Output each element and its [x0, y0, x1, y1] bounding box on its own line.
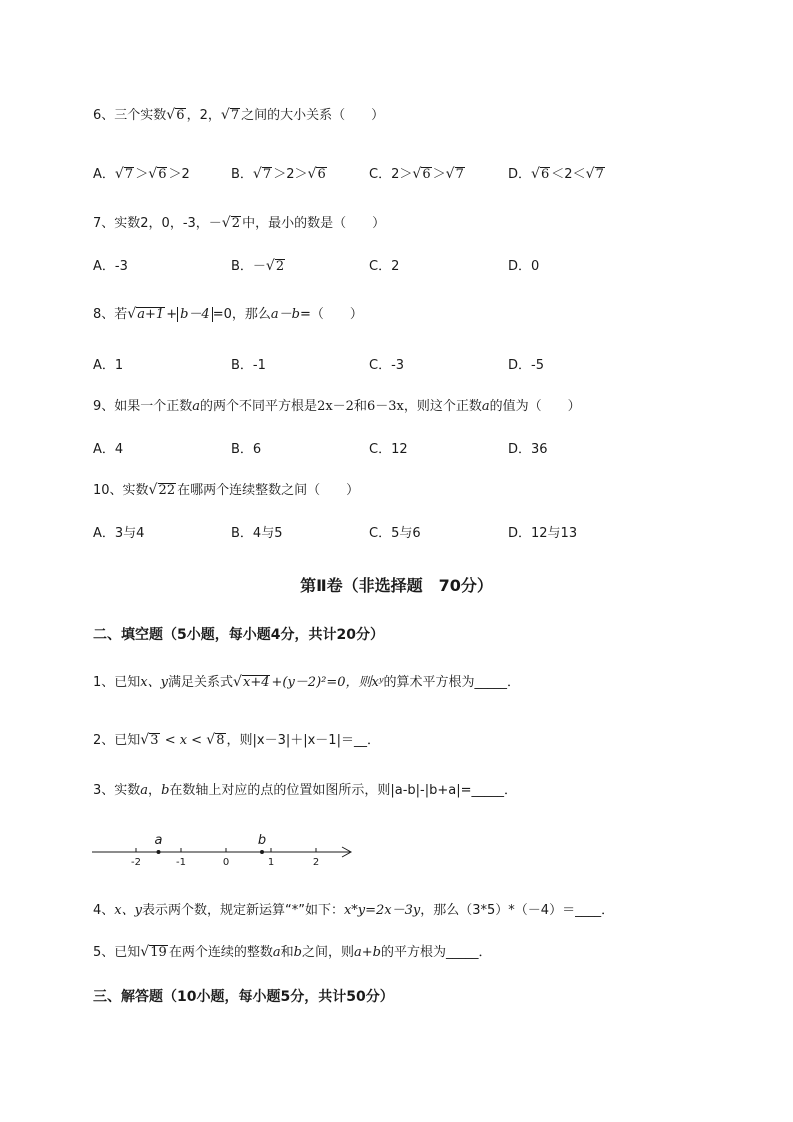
- q7-option-b[interactable]: [231, 258, 286, 276]
- q7-prefix: 7、实数2，0，-3，－: [93, 216, 222, 231]
- fill-4: [93, 902, 614, 920]
- question-7: [93, 215, 385, 233]
- f1-expr: +(y－2)²=0，则: [271, 675, 372, 690]
- q10-prefix: 10、实数: [93, 483, 149, 498]
- q7-options: [93, 258, 693, 276]
- sqrt: [141, 944, 168, 962]
- opt-label: B．: [231, 167, 253, 182]
- f5-text: 的平方根为_____．: [380, 945, 492, 960]
- radicand: x+4: [242, 675, 270, 690]
- point-label-b: b: [257, 833, 267, 848]
- part-2-header: 二、填空题（5小题，每小题4分，共计20分）: [93, 627, 384, 643]
- f4-text: 表示两个数，规定新运算“*”如下：: [141, 903, 344, 918]
- q7-option-a[interactable]: A．-3: [93, 259, 128, 274]
- sqrt: [308, 166, 326, 184]
- section-title: 第Ⅱ卷（非选择题 70分）: [300, 576, 493, 595]
- sqrt: [234, 674, 271, 692]
- sqrt-2: [223, 215, 241, 233]
- f4-text: ，那么（3*5）*（－4）＝____．: [420, 903, 615, 918]
- q9-text: 的两个不同平方根是: [200, 399, 318, 414]
- q7-option-d[interactable]: D．0: [508, 259, 540, 274]
- part-3-header: 三、解答题（10小题，每小题5分，共计50分）: [93, 989, 394, 1005]
- radicand: 7: [230, 108, 240, 123]
- sqrt-6: [167, 107, 185, 125]
- sqrt-7: [222, 107, 240, 125]
- q8-option-a[interactable]: A．1: [93, 358, 124, 373]
- var-a: a: [140, 783, 149, 798]
- tick-label: 0: [222, 857, 230, 868]
- opt-text: ＜2＜: [551, 167, 586, 182]
- radicand: 6: [176, 108, 185, 123]
- f4-vars: x、y: [114, 903, 142, 918]
- fill-5: [93, 944, 491, 962]
- point-label-a: a: [154, 833, 163, 848]
- q9-text: 9、如果一个正数: [93, 399, 193, 414]
- tick-label: -1: [176, 857, 186, 868]
- var-a: a: [481, 399, 490, 414]
- question-10: [93, 482, 359, 500]
- q9-expr: 6－3x: [366, 399, 404, 414]
- q9-options: [93, 441, 693, 459]
- f1-power: xʸ: [371, 675, 384, 690]
- q10-option-d[interactable]: D．12与13: [508, 526, 578, 541]
- radicand: 22: [158, 483, 176, 498]
- point-b: [260, 850, 264, 854]
- q9-option-c[interactable]: C．12: [369, 442, 408, 457]
- radicand: 2: [231, 216, 241, 231]
- question-9: [93, 398, 581, 416]
- f1-vars: x、y: [140, 675, 168, 690]
- radicand: 6: [422, 167, 431, 182]
- radicand: 6: [158, 167, 167, 182]
- fill-1: [93, 674, 520, 692]
- number-line: [88, 830, 358, 870]
- opt-text: ＞: [135, 167, 149, 182]
- sqrt: [447, 166, 465, 184]
- f4-def: x*y=2x－3y: [343, 903, 421, 918]
- q6-mid: ，2，: [186, 108, 221, 123]
- f1-text: 的算术平方根为_____．: [383, 675, 520, 690]
- radicand: 3: [150, 733, 159, 748]
- radicand: 6: [541, 167, 550, 182]
- q10-option-c[interactable]: C．5与6: [369, 526, 421, 541]
- radicand: 2: [275, 259, 285, 274]
- q10-suffix: 在哪两个连续整数之间（ ）: [177, 483, 360, 498]
- f5-text: 和: [280, 945, 294, 960]
- q9-option-b[interactable]: B．6: [231, 442, 262, 457]
- q8-expr: a－b: [270, 307, 300, 322]
- f5-text: 在两个连续的整数: [168, 945, 273, 960]
- tick-label: 2: [312, 857, 320, 868]
- q6-option-d[interactable]: [508, 166, 606, 184]
- opt-text: ＞2＞: [273, 167, 308, 182]
- absolute-value: b－4: [177, 307, 213, 322]
- q8-option-d[interactable]: D．-5: [508, 358, 544, 373]
- plus: +: [166, 307, 178, 322]
- tick-label: -2: [131, 857, 141, 868]
- q6-option-c[interactable]: [369, 166, 466, 184]
- q6-prefix: 6、三个实数: [93, 108, 167, 123]
- f5-text: 5、已知: [93, 945, 141, 960]
- f2-text: ，则|x－3|＋|x－1|＝__．: [226, 733, 380, 748]
- question-8: [93, 306, 363, 324]
- point-a: [157, 850, 161, 854]
- sqrt: [532, 166, 550, 184]
- radicand: 7: [124, 167, 134, 182]
- q8-option-b[interactable]: B．-1: [231, 358, 266, 373]
- sqrt-22: [150, 482, 177, 500]
- sqrt: [254, 166, 272, 184]
- f2-text: 2、已知: [93, 733, 141, 748]
- q7-option-c[interactable]: C．2: [369, 259, 400, 274]
- sqrt: [413, 166, 431, 184]
- q10-option-a[interactable]: A．3与4: [93, 526, 145, 541]
- fill-3: [93, 782, 517, 800]
- point-group: [155, 833, 267, 854]
- opt-text: ＞: [432, 167, 446, 182]
- f4-text: 4、: [93, 903, 115, 918]
- fill-2: [93, 732, 380, 750]
- radicand: 7: [262, 167, 272, 182]
- f1-text: 满足关系式: [167, 675, 233, 690]
- radicand: 7: [455, 167, 464, 182]
- sqrt: [116, 166, 134, 184]
- q9-expr: 2x－2: [317, 399, 354, 414]
- q7-suffix: 中，最小的数是（ ）: [242, 216, 386, 231]
- q9-text: 的值为（ ）: [489, 399, 581, 414]
- f5-text: 之间，则: [301, 945, 354, 960]
- var-b: b: [161, 783, 170, 798]
- q6-option-b[interactable]: [231, 166, 328, 184]
- radicand: 8: [216, 733, 225, 748]
- var-a: a: [272, 945, 281, 960]
- q9-option-a[interactable]: A．4: [93, 442, 124, 457]
- f5-expr: a+b: [353, 945, 381, 960]
- q6-suffix: 之间的大小关系（ ）: [241, 108, 385, 123]
- opt-label: A．: [93, 167, 115, 182]
- opt-label: B．－: [231, 259, 266, 274]
- f3-text: 在数轴上对应的点的位置如图所示，则|a-b|-|b+a|=_____．: [169, 783, 518, 798]
- f1-text: 1、已知: [93, 675, 141, 690]
- q8-option-c[interactable]: C．-3: [369, 358, 405, 373]
- sqrt: [149, 166, 167, 184]
- sqrt: [267, 258, 285, 276]
- radicand: 19: [150, 945, 167, 960]
- f3-text: ，: [148, 783, 162, 798]
- f2-ineq: < x <: [160, 733, 207, 748]
- q8-prefix: 8、若: [93, 307, 128, 322]
- f3-text: 3、实数: [93, 783, 141, 798]
- var-a: a: [192, 399, 201, 414]
- q6-options: [93, 166, 693, 184]
- tick-label: 1: [267, 857, 275, 868]
- var-b: b: [293, 945, 302, 960]
- question-6: [93, 107, 384, 125]
- sqrt: [587, 166, 605, 184]
- radicand: 7: [595, 167, 604, 182]
- q9-text: ，则这个正数: [403, 399, 482, 414]
- q8-suffix: =（ ）: [299, 307, 363, 322]
- q8-eq: =0，那么: [212, 307, 271, 322]
- opt-label: D．: [508, 167, 532, 182]
- sqrt: [128, 306, 165, 324]
- q6-option-a[interactable]: [93, 166, 190, 184]
- sqrt: [207, 732, 225, 750]
- radicand: 6: [317, 167, 326, 182]
- q9-text: 和: [353, 399, 367, 414]
- q10-options: [93, 525, 693, 543]
- q9-option-d[interactable]: D．36: [508, 442, 548, 457]
- opt-label: C．2＞: [369, 167, 413, 182]
- opt-text: ＞2: [168, 167, 190, 182]
- q10-option-b[interactable]: B．4与5: [231, 526, 283, 541]
- q8-options: [93, 357, 693, 375]
- radicand: a+1: [137, 307, 165, 322]
- sqrt: [141, 732, 159, 750]
